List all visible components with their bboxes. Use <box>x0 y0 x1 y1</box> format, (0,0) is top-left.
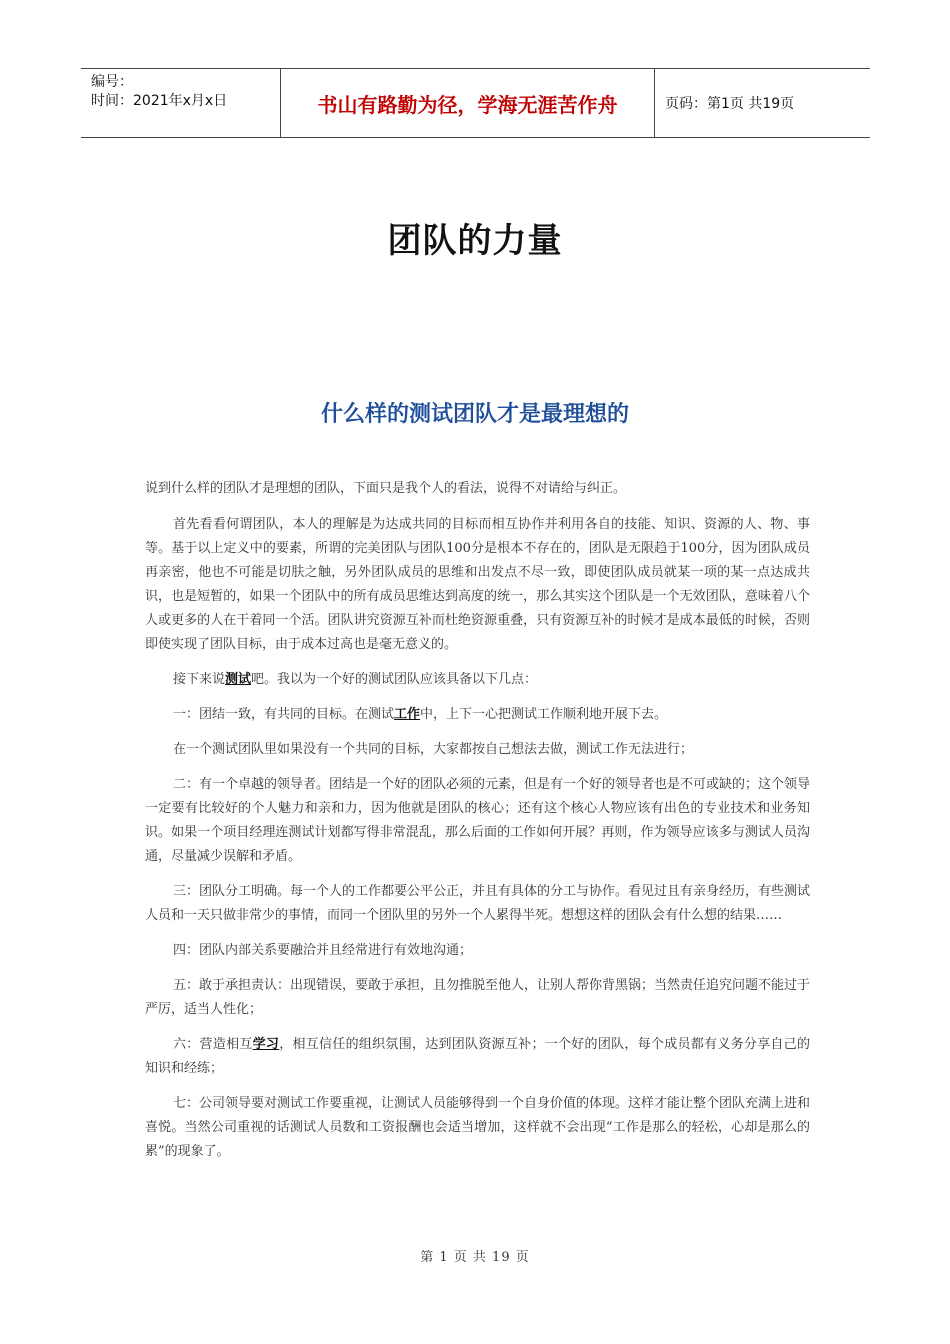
paragraph-point-4: 四：团队内部关系要融洽并且经常进行有效地沟通； <box>173 943 473 958</box>
paragraph-point-5: 五：敢于承担责认：出现错误，要敢于承担，且勿推脱至他人，让别人帮你背黑锅；当然责任追究问题不能过于严厉，适当人性化； <box>145 978 811 1017</box>
text-segment: 吧。我以为一个好的测试团队应该具备以下几点： <box>251 672 538 687</box>
link-work[interactable]: 工作 <box>394 707 421 722</box>
text-segment: 六：营造相互 <box>173 1037 253 1052</box>
paragraph-point-6 <box>145 1033 810 1081</box>
text-segment: 中，上下一心把测试工作顺利地开展下去。 <box>420 707 668 722</box>
paragraph-team-definition: 首先看看何谓团队，本人的理解是为达成共同的目标而相互协作并利用各自的技能、知识、资源的人、物、事等。基于以上定义中的要素，所谓的完美团队与团队100分是根本不存在的，团队是无限趋于100分，因为团队成员再亲密，他也不可能是切肤之触，另外团队成员的思维和出发点不尽一致，即使团队成员就某一项的某一点达成共识，也是短暂的，如果一个团队中的所有成员思维达到高度的统一，那么其实这个团队是一个无效团队，意味着八个人或更多的人在干着同一个活。团队讲究资源互补而杜绝资源重叠，只有资源互补的时候才是成本最低的时候，否则即使实现了团队目标，由于成本过高也是毫无意义的。 <box>145 517 810 652</box>
paragraph-testing-intro <box>145 668 810 692</box>
document-title: 团队的力量 <box>387 221 563 261</box>
paragraph-point-3: 三：团队分工明确。每一个人的工作都要公平公正，并且有具体的分工与协作。看见过且有亲身经历，有些测试人员和一天只做非常少的事情，而同一个团队里的另外一个人累得半死。想想这样的团队会有什么想的结果…… <box>145 884 811 923</box>
document-subtitle: 什么样的测试团队才是最理想的 <box>320 402 629 427</box>
paragraph-intro: 说到什么样的团队才是理想的团队，下面只是我个人的看法，说得不对请给与纠正。 <box>145 481 627 496</box>
header-table <box>81 68 870 138</box>
text-segment: ，相互信任的组织氛围，达到团队资源互补；一个好的团队，每个成员都有义务分享自己的知识和经练； <box>145 1037 810 1076</box>
link-learning[interactable]: 学习 <box>252 1037 280 1052</box>
text-segment: 一：团结一致，有共同的目标。在测试 <box>173 707 395 722</box>
article-body <box>145 477 810 1175</box>
text-segment: 接下来说 <box>173 672 226 687</box>
page-footer: 第 1 页 共 19 页 <box>420 1250 530 1265</box>
document-number-label: 编号： <box>91 74 133 90</box>
paragraph-point-1 <box>145 703 810 727</box>
paragraph-point-7: 七：公司领导要对测试工作要重视，让测试人员能够得到一个自身价值的体现。这样才能让整个团队充满上进和喜悦。当然公司重视的话测试人员数和工资报酬也会适当增加，这样就不会出现“工作是那么的轻松，心却是那么的累”的现象了。 <box>145 1096 811 1159</box>
paragraph-common-goal: 在一个测试团队里如果没有一个共同的目标，大家都按自己想法去做，测试工作无法进行； <box>173 742 694 757</box>
header-page-info: 页码：第1页 共19页 <box>665 96 795 112</box>
document-time-label: 时间：2021年x月x日 <box>91 93 228 109</box>
header-meta <box>81 69 281 137</box>
link-testing[interactable]: 测试 <box>225 672 252 687</box>
header-motto: 书山有路勤为径，学海无涯苦作舟 <box>281 69 655 137</box>
paragraph-point-2: 二：有一个卓越的领导者。团结是一个好的团队必须的元素，但是有一个好的领导者也是不可或缺的；这个领导一定要有比较好的个人魅力和亲和力，因为他就是团队的核心；还有这个核心人物应该有出色的专业技术和业务知识。如果一个项目经理连测试计划都写得非常混乱，那么后面的工作如何开展？再则，作为领导应该多与测试人员沟通，尽量减少误解和矛盾。 <box>145 777 811 864</box>
